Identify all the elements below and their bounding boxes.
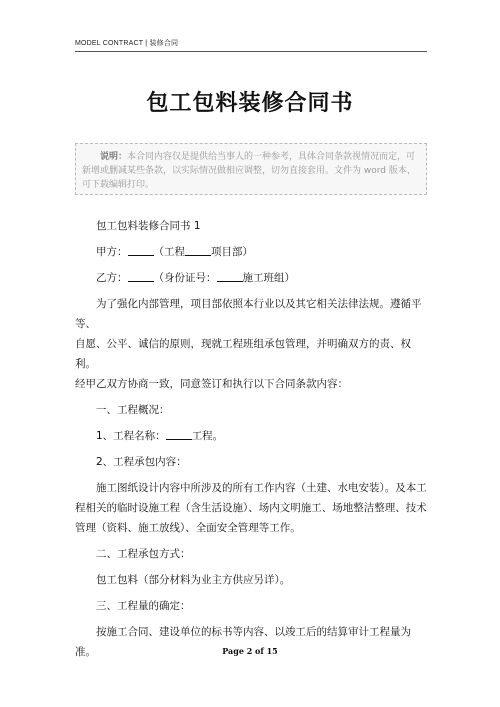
scope-line-1: 施工图纸设计内容中所涉及的所有工作内容（土建、水电安装）。及本工 bbox=[96, 482, 427, 494]
section-2-title: 二、工程承包方式： bbox=[96, 548, 191, 560]
party-b-suffix: 施工班组） bbox=[242, 272, 295, 284]
party-b-prefix: 乙方： bbox=[96, 272, 128, 284]
disclaimer-body: 本合同内容仅是提供给当事人的一种参考，具体合同条款视情况而定，可新增或删减某些条款，以实际情况做相应调整，切勿直接套用。文件为 word 版本，可下载编辑打印。 bbox=[82, 152, 416, 190]
party-a-suffix: 项目部） bbox=[211, 246, 253, 258]
intro-line-1: 为了强化内部管理，项目部依照本行业以及其它相关法律法规。遵循平等、 bbox=[75, 298, 422, 330]
party-a-line bbox=[75, 242, 427, 262]
intro-line-3: 经甲乙双方协商一致，同意签订和执行以下合同条款内容： bbox=[75, 378, 348, 390]
contract-body bbox=[75, 216, 427, 662]
party-a-blank-1 bbox=[128, 244, 154, 256]
party-b-blank-1 bbox=[128, 270, 154, 282]
intro-line-2: 自愿、公平、诚信的原则，现就工程班组承包管理，并明确双方的责、权利。 bbox=[75, 338, 411, 370]
project-name-line bbox=[75, 426, 427, 446]
party-b-blank-2 bbox=[217, 270, 243, 282]
page-header bbox=[75, 38, 427, 52]
section-3-title: 三、工程量的确定： bbox=[96, 600, 191, 612]
party-a-blank-2 bbox=[185, 244, 211, 256]
disclaimer-box bbox=[75, 143, 427, 195]
party-b-mid: （身份证号： bbox=[153, 272, 217, 284]
party-a-prefix: 甲方： bbox=[96, 246, 128, 258]
contract-heading: 包工包料装修合同书 1 bbox=[96, 220, 201, 232]
project-name-suffix: 工程。 bbox=[191, 430, 224, 442]
page-number: Page 2 of 15 bbox=[222, 646, 278, 656]
project-name-blank bbox=[166, 428, 192, 440]
document-title: 包工包料装修合同书 bbox=[146, 91, 354, 116]
disclaimer-text bbox=[82, 150, 420, 192]
party-a-mid: （工程 bbox=[153, 246, 185, 258]
section-2-text: 包工包料（部分材料为业主方供应另详）。 bbox=[96, 574, 291, 586]
scope-line-2: 程相关的临时设施工程（含生活设施）、场内文明施工、场地整洁整理、技术 bbox=[75, 502, 427, 514]
section-3-text: 按施工合同、建设单位的标书等内容、以竣工后的结算审计工程量为准。 bbox=[75, 626, 411, 658]
header-text: MODEL CONTRACT | 装修合同 bbox=[75, 40, 179, 47]
scope-title: 2、工程承包内容： bbox=[96, 456, 187, 468]
section-1-title: 一、工程概况： bbox=[96, 404, 170, 416]
party-b-line bbox=[75, 268, 427, 288]
disclaimer-label: 说明： bbox=[100, 152, 128, 162]
scope-line-3: 管理（资料、施工放线）、全面安全管理等工作。 bbox=[75, 522, 301, 534]
project-name-prefix: 1、工程名称： bbox=[96, 430, 166, 442]
